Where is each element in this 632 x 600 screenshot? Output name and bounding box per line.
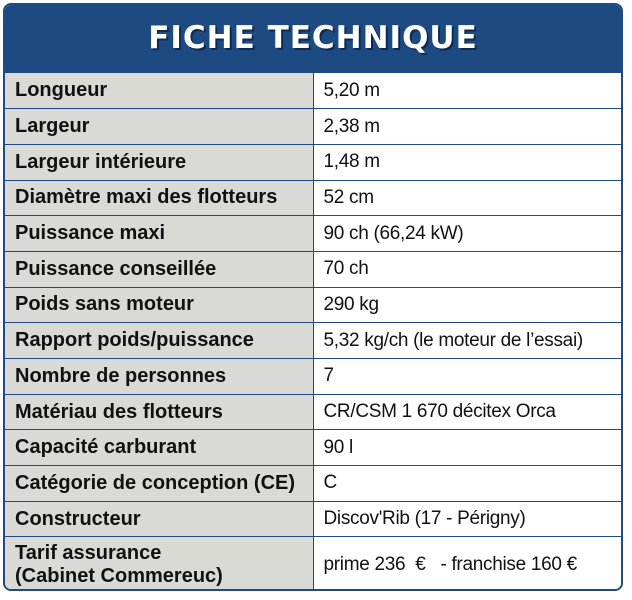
row-value: 70 ch xyxy=(313,251,621,287)
row-value: 90 ch (66,24 kW) xyxy=(313,216,621,252)
table-row xyxy=(5,501,621,537)
row-value: 7 xyxy=(313,359,621,395)
row-label: Puissance maxi xyxy=(5,216,313,252)
row-label: Nombre de personnes xyxy=(5,359,313,395)
row-value: 5,32 kg/ch (le moteur de l’essai) xyxy=(313,323,621,359)
row-value: 2,38 m xyxy=(313,109,621,145)
table-row xyxy=(5,466,621,502)
table-row xyxy=(5,394,621,430)
row-label-line-1: Tarif assurance xyxy=(15,542,162,565)
row-label: Rapport poids/puissance xyxy=(5,323,313,359)
row-label: Largeur intérieure xyxy=(5,144,313,180)
row-value: C xyxy=(313,466,621,502)
header-banner xyxy=(5,5,621,73)
row-value: prime 236 € - franchise 160 € xyxy=(313,537,621,591)
row-label: Largeur xyxy=(5,109,313,145)
spec-sheet xyxy=(3,3,623,591)
sheet-title: FICHE TECHNIQUE xyxy=(148,20,478,56)
row-label xyxy=(5,537,313,591)
row-value: Discov'Rib (17 - Périgny) xyxy=(313,501,621,537)
row-value: 90 l xyxy=(313,430,621,466)
row-label: Capacité carburant xyxy=(5,430,313,466)
row-label: Diamètre maxi des flotteurs xyxy=(5,180,313,216)
row-value: 290 kg xyxy=(313,287,621,323)
row-label: Poids sans moteur xyxy=(5,287,313,323)
table-row xyxy=(5,109,621,145)
table-row xyxy=(5,144,621,180)
row-label: Puissance conseillée xyxy=(5,251,313,287)
table-row xyxy=(5,359,621,395)
row-value: 1,48 m xyxy=(313,144,621,180)
spec-table xyxy=(5,73,621,591)
table-row xyxy=(5,323,621,359)
row-label: Longueur xyxy=(5,73,313,109)
table-row xyxy=(5,251,621,287)
table-row xyxy=(5,537,621,591)
row-value: 5,20 m xyxy=(313,73,621,109)
row-label: Constructeur xyxy=(5,501,313,537)
table-row xyxy=(5,287,621,323)
table-row xyxy=(5,216,621,252)
row-label: Catégorie de conception (CE) xyxy=(5,466,313,502)
table-row xyxy=(5,180,621,216)
row-label-line-2: (Cabinet Commereuc) xyxy=(15,565,223,588)
table-row xyxy=(5,73,621,109)
table-row xyxy=(5,430,621,466)
row-value: CR/CSM 1 670 décitex Orca xyxy=(313,394,621,430)
row-value: 52 cm xyxy=(313,180,621,216)
row-label: Matériau des flotteurs xyxy=(5,394,313,430)
